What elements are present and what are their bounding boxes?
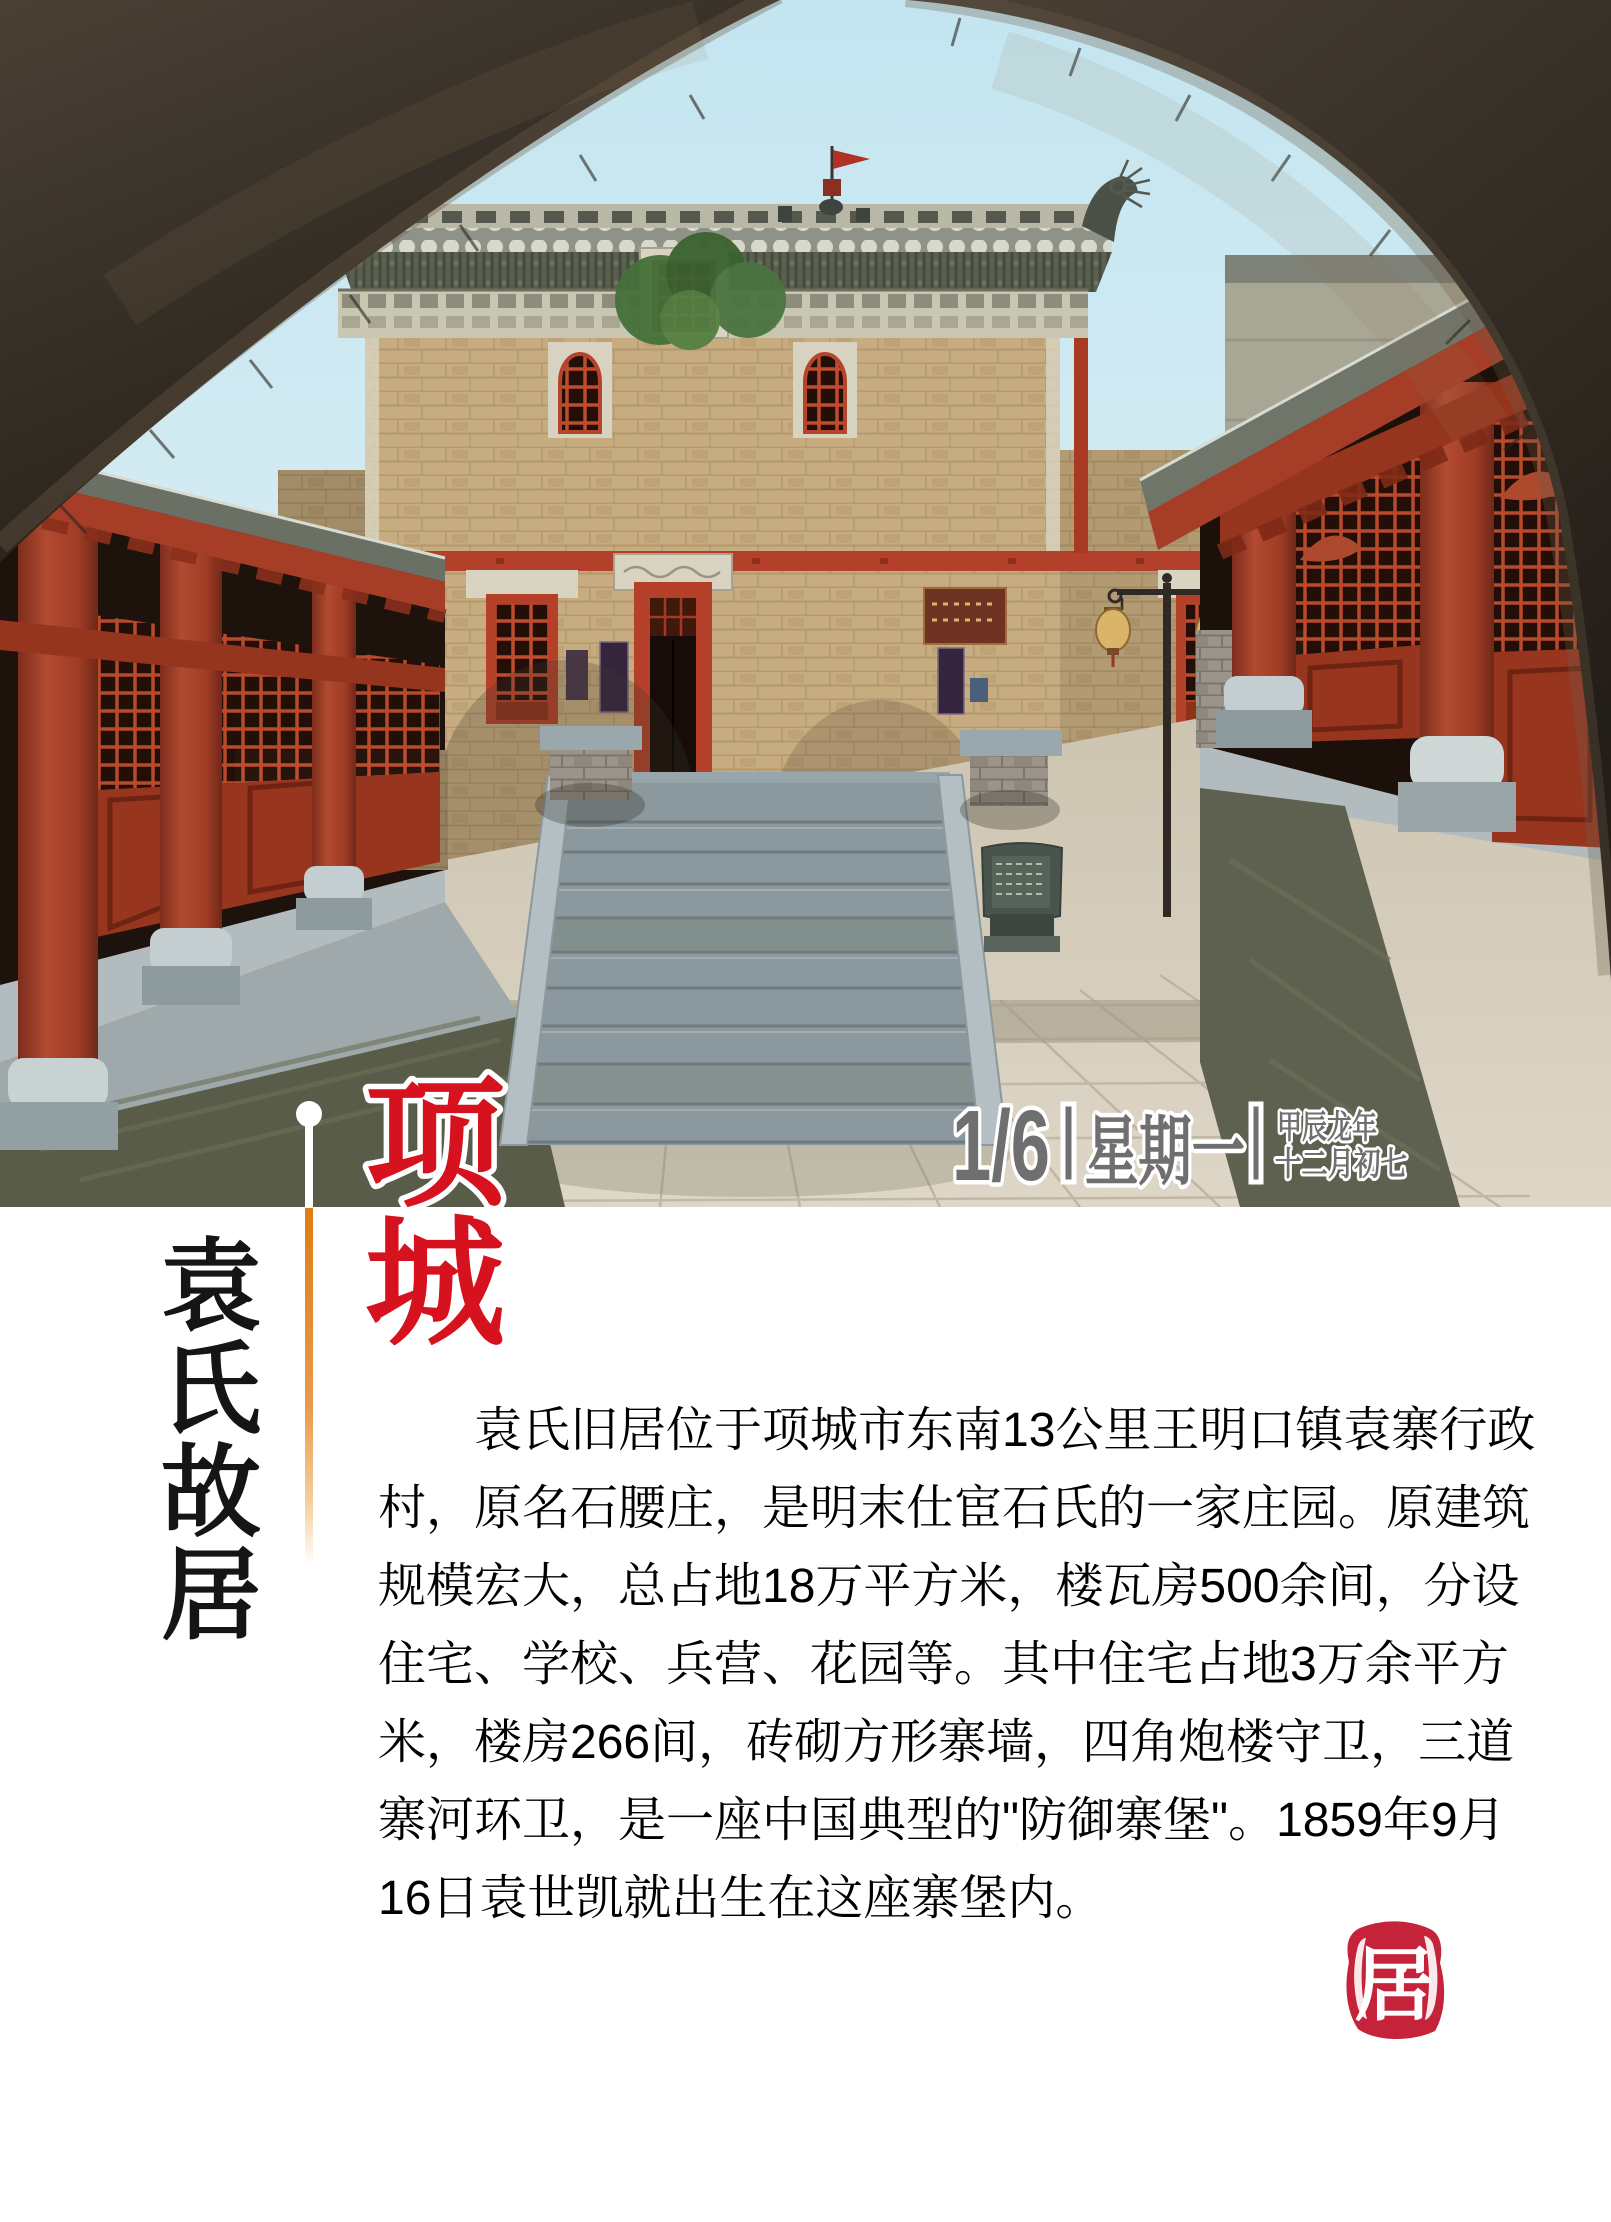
facade-beam — [368, 551, 1290, 571]
stone-staircase — [500, 726, 1062, 1145]
stone-stele — [982, 843, 1062, 952]
date-overlay — [930, 1085, 1490, 1210]
vertical-title-char: 氏 — [161, 1335, 261, 1446]
timeline-line-lower — [305, 1208, 313, 1566]
date-number: 1/6 — [952, 1090, 1050, 1202]
vertical-title-char: 故 — [161, 1438, 261, 1549]
lunar-year-label: 甲辰龙年 — [1277, 1108, 1377, 1145]
vertical-title-char: 居 — [161, 1541, 261, 1652]
divider-bar — [1063, 1104, 1074, 1182]
vertical-title-char: 袁 — [161, 1232, 261, 1343]
location-title — [330, 1040, 540, 1380]
weekday-label: 星期一 — [1085, 1110, 1245, 1195]
location-char: 项 — [364, 1069, 506, 1224]
lunar-day-label: 十二月初七 — [1275, 1145, 1407, 1182]
article-paragraph: 袁氏旧居位于项城市东南13公里王明口镇袁寨行政村，原名石腰庄，是明末仕宦石氏的一家庄园。原建筑规模宏大，总占地18万平方米，楼瓦房500余间，分设住宅、学校、兵营、花园等。其中住宅占地3万余平方米，楼房266间，砖砌方形寨墙，四角炮楼守卫，三道寨河环卫，是一座中国典型的"防御寨堡"。1859年9月16日袁世凯就出生在这座寨堡内。 — [378, 1404, 1536, 1925]
timeline-line-upper — [305, 1124, 313, 1208]
divider-bar — [1251, 1104, 1261, 1182]
seal-stamp — [1336, 1916, 1452, 2048]
location-char: 城 — [364, 1208, 506, 1363]
vertical-title — [141, 1232, 281, 1652]
seal-character: 居 — [1354, 1943, 1434, 2031]
